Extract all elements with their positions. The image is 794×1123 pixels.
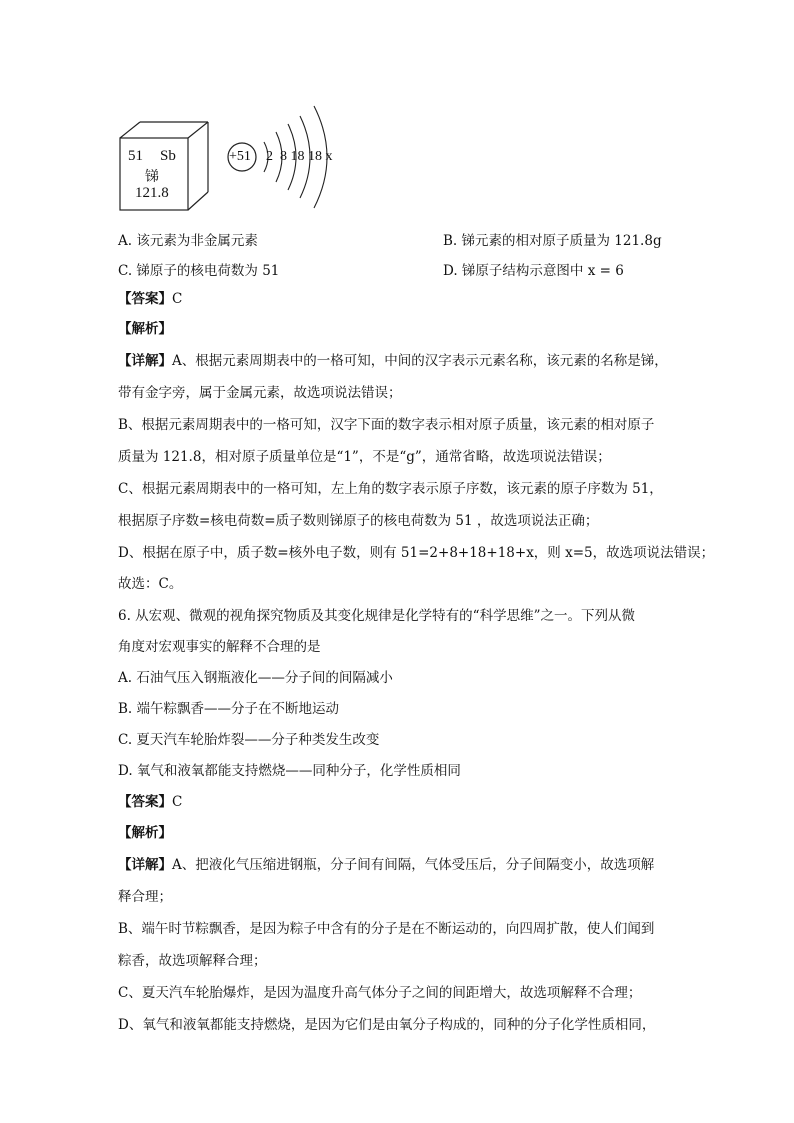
- q5-detail-line-1: [118, 351, 668, 371]
- q5-answer-tag: 【答案】: [118, 291, 172, 307]
- q5-detail-tag: 【详解】: [118, 353, 172, 369]
- q5-line: C、根据元素周期表中的一格可知，左上角的数字表示原子序数，该元素的原子序数为 51，: [118, 481, 663, 497]
- q6-stem: 6. 从宏观、微观的视角探究物质及其变化规律是化学特有的“科学思维”之一。下列从微: [118, 608, 635, 624]
- q5-line: 质量为 121.8，相对原子质量单位是“1”，不是“g”，通常省略，故选项说法错误；: [118, 449, 611, 465]
- q6-option-a: A. 石油气压入钢瓶液化——分子间的间隔减小: [118, 670, 393, 686]
- nucleus-charge: +51: [229, 149, 251, 164]
- q5-line: 根据原子序数=核电荷数=质子数则锑原子的核电荷数为 51 ，故选项说法正确；: [118, 513, 599, 529]
- q6-line: C、夏天汽车轮胎爆炸，是因为温度升高气体分子之间的间距增大，故选项解释不合理；: [118, 985, 642, 1001]
- q6-option-c: C. 夏天汽车轮胎炸裂——分子种类发生改变: [118, 732, 380, 748]
- q6-line: D、氧气和液氧都能支持燃烧，是因为它们是由氧分子构成的，同种的分子化学性质相同，: [118, 1017, 656, 1033]
- atomic-mass: 121.8: [135, 185, 169, 201]
- q5-option-c: C. 锑原子的核电荷数为 51: [118, 263, 280, 279]
- q6-analysis-tag: 【解析】: [118, 825, 172, 841]
- element-name: 锑: [145, 169, 159, 185]
- q6-line: B、端午时节粽飘香，是因为粽子中含有的分子是在不断运动的，向四周扩散，使人们闻到: [118, 921, 655, 937]
- element-symbol: Sb: [160, 148, 176, 164]
- electron-shells: 2 8 18 18 x: [266, 149, 333, 164]
- q6-analysis: [118, 823, 172, 843]
- q6-answer: [118, 792, 182, 812]
- q5-line: 带有金字旁，属于金属元素，故选项说法错误；: [118, 385, 402, 401]
- q6-option-b: B. 端午粽飘香——分子在不断地运动: [118, 701, 340, 717]
- q5-option-d: D. 锑原子结构示意图中 x = 6: [443, 263, 624, 279]
- q6-detail-line-1: [118, 855, 654, 875]
- q6-answer-value: C: [172, 794, 183, 810]
- q5-line: A、根据元素周期表中的一格可知，中间的汉字表示元素名称，该元素的名称是锑，: [172, 353, 668, 369]
- q6-line: A、把液化气压缩进钢瓶，分子间有间隔，气体受压后，分子间隔变小，故选项解: [172, 857, 655, 873]
- q5-line: B、根据元素周期表中的一格可知，汉字下面的数字表示相对原子质量，该元素的相对原子: [118, 417, 655, 433]
- q6-option-d: D. 氧气和液氧都能支持燃烧——同种分子，化学性质相同: [118, 763, 461, 779]
- q6-detail-tag: 【详解】: [118, 857, 172, 873]
- q6-line: 释合理；: [118, 889, 172, 905]
- q5-line: 故选：C。: [118, 576, 183, 592]
- q6-answer-tag: 【答案】: [118, 794, 172, 810]
- q5-analysis-tag: 【解析】: [118, 321, 172, 337]
- q5-analysis: [118, 319, 172, 339]
- q6-stem-cont: 角度对宏观事实的解释不合理的是: [118, 639, 321, 655]
- q5-answer-value: C: [172, 291, 183, 307]
- q5-option-b: B. 锑元素的相对原子质量为 121.8g: [443, 233, 662, 249]
- q6-line: 粽香，故选项解释合理；: [118, 953, 267, 969]
- q5-line: D、根据在原子中，质子数=核外电子数，则有 51=2+8+18+18+x，则 x=5，故选项说法错误；: [118, 545, 715, 561]
- q5-option-a: A. 该元素为非金属元素: [118, 233, 258, 249]
- q5-answer: [118, 289, 182, 309]
- antimony-figure: [118, 100, 358, 215]
- atomic-number: 51: [128, 148, 143, 164]
